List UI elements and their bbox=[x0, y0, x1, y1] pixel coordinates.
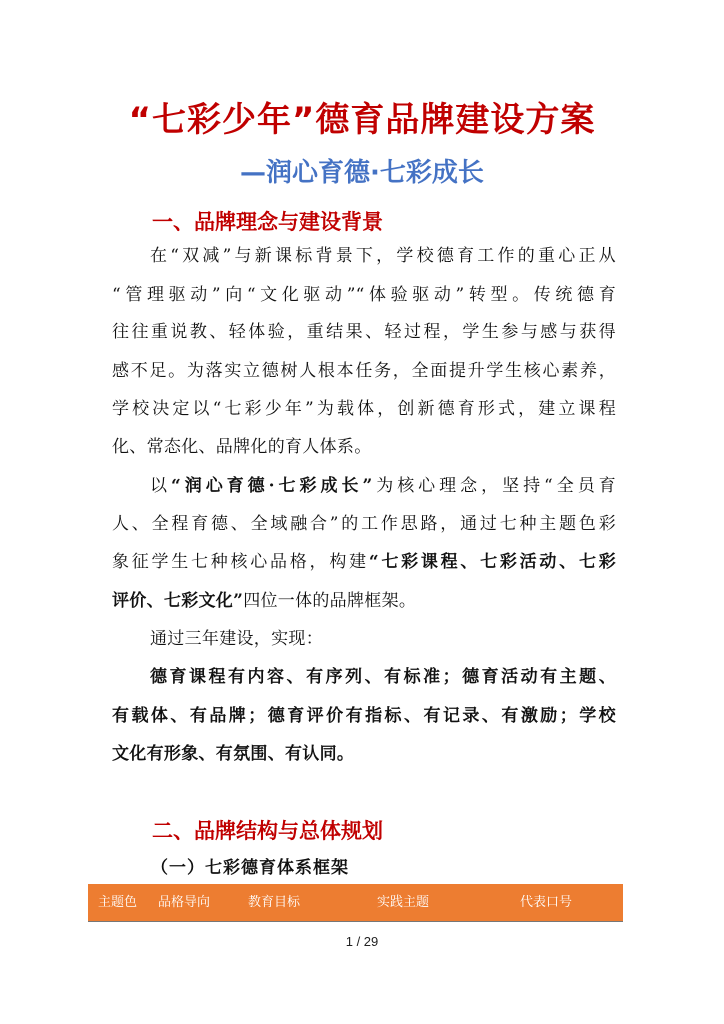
goal-line-3: 文化有形象、有氛围、有认同。 bbox=[112, 744, 355, 764]
table-header-cell: 品格导向 bbox=[158, 895, 211, 910]
paragraph-1-line-5: 学校决定以“七彩少年”为载体，创新德育形式，建立课程 bbox=[112, 399, 616, 419]
document-title: “七彩少年”德育品牌建设方案 bbox=[128, 100, 596, 140]
section-1-heading: 一、品牌理念与建设背景 bbox=[152, 210, 383, 234]
paragraph-2-line-1 bbox=[150, 474, 616, 498]
paragraph-3: 通过三年建设，实现： bbox=[150, 629, 323, 649]
paragraph-2-text: 为核心理念，坚持“全员育 bbox=[372, 476, 616, 496]
page-number: 1 / 29 bbox=[345, 934, 379, 949]
framework-bold: “七彩课程、七彩活动、七彩 bbox=[368, 552, 616, 572]
framework-bold: 评价、七彩文化” bbox=[112, 591, 244, 611]
subsection-1-heading: （一）七彩德育体系框架 bbox=[151, 858, 349, 878]
section-2-heading: 二、品牌结构与总体规划 bbox=[152, 819, 383, 843]
paragraph-2-text: 以 bbox=[150, 476, 171, 496]
paragraph-2-line-3 bbox=[112, 550, 616, 574]
paragraph-1-line-2: “管理驱动”向“文化驱动”“体验驱动”转型。传统德育 bbox=[112, 285, 616, 305]
paragraph-1-line-1: 在“双减”与新课标背景下，学校德育工作的重心正从 bbox=[150, 246, 616, 266]
document-subtitle: —润心育德·七彩成长 bbox=[240, 158, 484, 188]
paragraph-2-line-4 bbox=[112, 589, 616, 613]
table-header-cell: 教育目标 bbox=[248, 895, 301, 910]
goal-line-2: 有载体、有品牌；德育评价有指标、有记录、有激励；学校 bbox=[112, 706, 616, 726]
paragraph-1-line-6: 化、常态化、品牌化的育人体系。 bbox=[112, 437, 372, 457]
goal-line-1: 德育课程有内容、有序列、有标准；德育活动有主题、 bbox=[150, 667, 616, 687]
core-concept-bold: “润心育德·七彩成长” bbox=[170, 476, 373, 496]
paragraph-2-text: 四位一体的品牌框架。 bbox=[243, 591, 417, 611]
table-header-cell: 代表口号 bbox=[520, 895, 573, 910]
paragraph-2-line-2: 人、全程育德、全域融合”的工作思路，通过七种主题色彩 bbox=[112, 514, 616, 534]
paragraph-1-line-3: 往往重说教、轻体验，重结果、轻过程，学生参与感与获得 bbox=[112, 322, 616, 342]
paragraph-1-line-4: 感不足。为落实立德树人根本任务，全面提升学生核心素养， bbox=[112, 361, 616, 381]
table-header-row bbox=[88, 884, 623, 922]
paragraph-2-text: 象征学生七种核心品格，构建 bbox=[112, 552, 369, 572]
table-header-cell: 主题色 bbox=[98, 895, 138, 910]
table-header-cell: 实践主题 bbox=[377, 895, 430, 910]
